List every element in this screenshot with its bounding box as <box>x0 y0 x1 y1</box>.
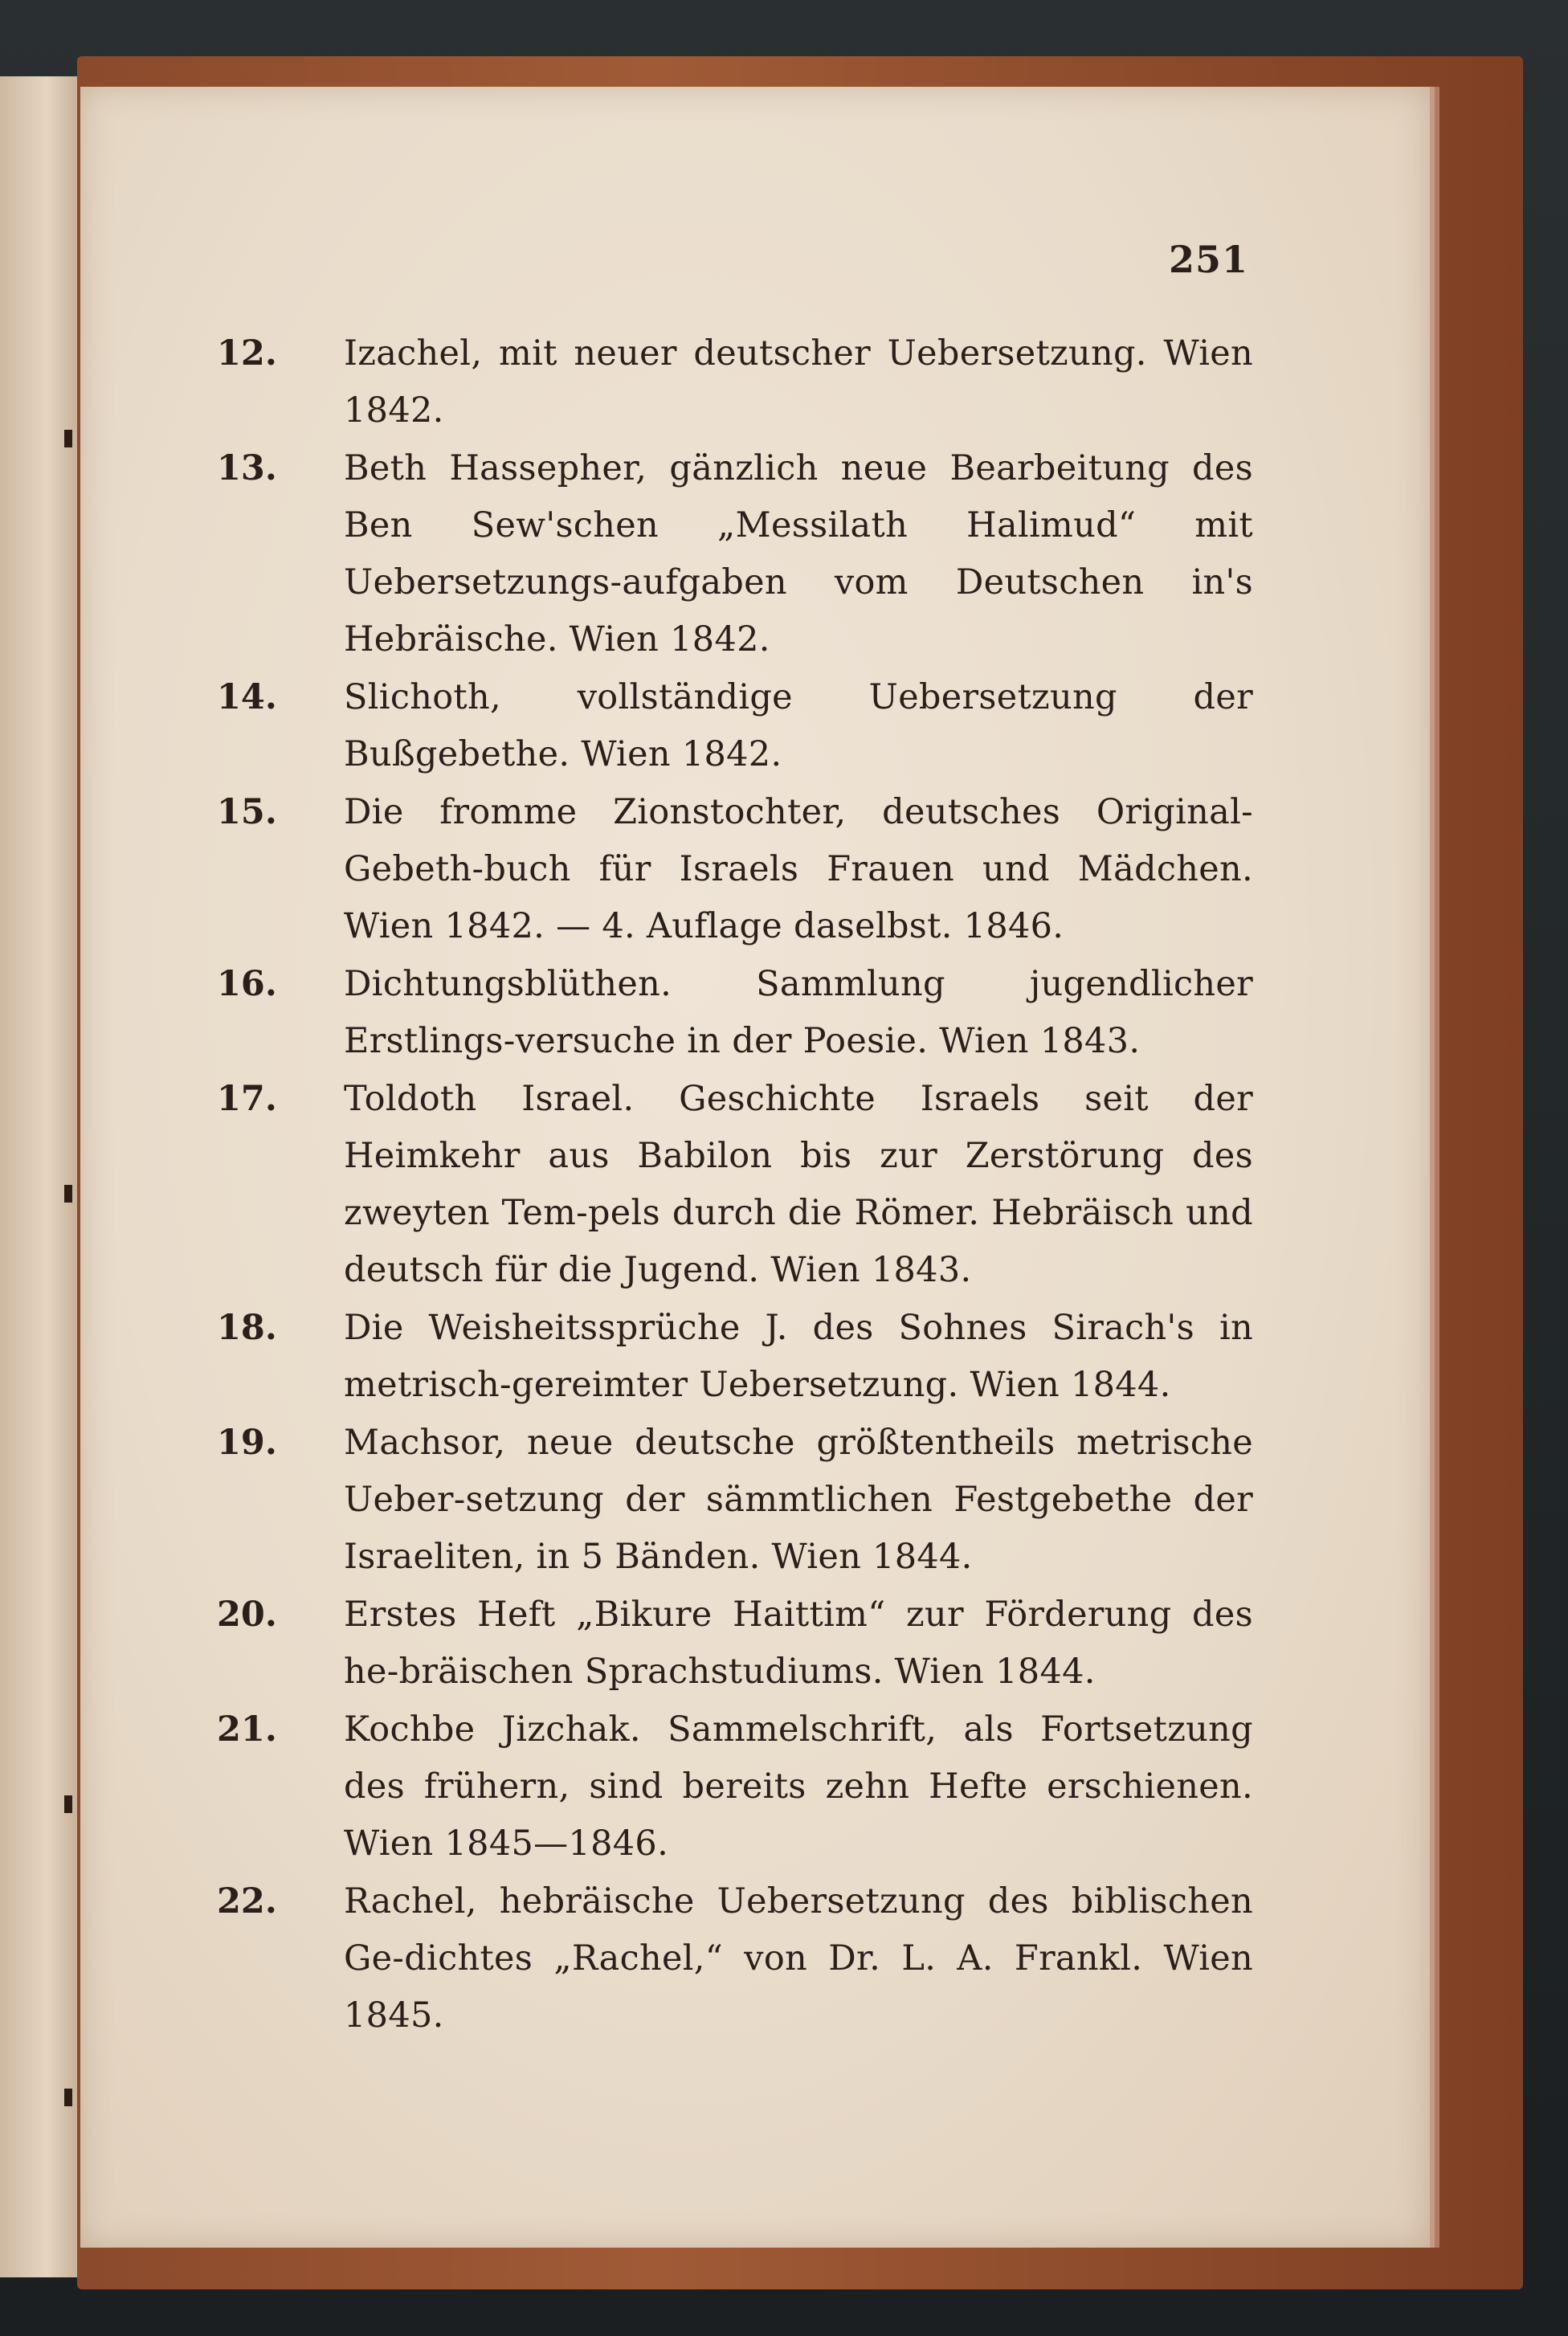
entry-number: 16. <box>217 964 277 1004</box>
list-item <box>217 325 1253 439</box>
entry-number: 22. <box>217 1881 277 1921</box>
entry-text: Kochbe Jizchak. Sammelschrift, als Fortsetzung des frühern, sind bereits zehn Hefte erschienen. Wien 1845—1846. <box>344 1709 1253 1864</box>
entry-text: Toldoth Israel. Geschichte Israels seit der Heimkehr aus Babilon bis zur Zerstörung des zweyten Tem-pels durch die Römer. Hebräisch und deutsch für die Jugend. Wien 1843. <box>344 1079 1253 1290</box>
list-item <box>217 1415 1253 1586</box>
facing-page-edge <box>0 76 80 2277</box>
entry-number: 14. <box>217 677 277 717</box>
list-item <box>217 1071 1253 1299</box>
entry-number: 19. <box>217 1423 277 1463</box>
page-number: 251 <box>1169 238 1249 281</box>
binding-mark <box>64 430 72 447</box>
binding-mark <box>64 2089 72 2106</box>
list-item <box>217 440 1253 668</box>
binding-mark <box>64 1795 72 1813</box>
entry-text: Rachel, hebräische Uebersetzung des biblischen Ge-dichtes „Rachel,“ von Dr. L. A. Frankl. Wien 1845. <box>344 1881 1253 2036</box>
entry-number: 12. <box>217 333 277 374</box>
bibliography-list <box>217 325 1253 2045</box>
entry-number: 15. <box>217 792 277 832</box>
list-item <box>217 956 1253 1070</box>
list-item <box>217 1701 1253 1872</box>
entry-text: Die Weisheitssprüche J. des Sohnes Sirach's in metrisch-gereimter Uebersetzung. Wien 1844. <box>344 1308 1253 1405</box>
list-item <box>217 669 1253 783</box>
list-item <box>217 1300 1253 1414</box>
list-item <box>217 784 1253 955</box>
list-item <box>217 1587 1253 1701</box>
entry-text: Machsor, neue deutsche größtentheils metrische Ueber-setzung der sämmtlichen Festgebethe der Israeliten, in 5 Bänden. Wien 1844. <box>344 1423 1253 1577</box>
entry-text: Slichoth, vollständige Uebersetzung der Bußgebethe. Wien 1842. <box>344 677 1253 774</box>
entry-number: 21. <box>217 1709 277 1750</box>
binding-mark <box>64 1185 72 1203</box>
entry-text: Erstes Heft „Bikure Haittim“ zur Förderung des he-bräischen Sprachstudiums. Wien 1844. <box>344 1595 1253 1692</box>
entry-number: 17. <box>217 1079 277 1119</box>
entry-text: Dichtungsblüthen. Sammlung jugendlicher Erstlings-versuche in der Poesie. Wien 1843. <box>344 964 1253 1061</box>
entry-number: 20. <box>217 1595 277 1635</box>
entry-number: 18. <box>217 1308 277 1348</box>
entry-text: Die fromme Zionstochter, deutsches Original-Gebeth-buch für Israels Frauen und Mädchen. Wien 1842. — 4. Auflage daselbst. 1846. <box>344 792 1253 946</box>
entry-number: 13. <box>217 448 277 488</box>
entry-text: Izachel, mit neuer deutscher Uebersetzung. Wien 1842. <box>344 333 1253 431</box>
list-item <box>217 1873 1253 2044</box>
entry-text: Beth Hassepher, gänzlich neue Bearbeitung des Ben Sew'schen „Messilath Halimud“ mit Uebersetzungs-aufgaben vom Deutschen in's Hebräische. Wien 1842. <box>344 448 1253 660</box>
